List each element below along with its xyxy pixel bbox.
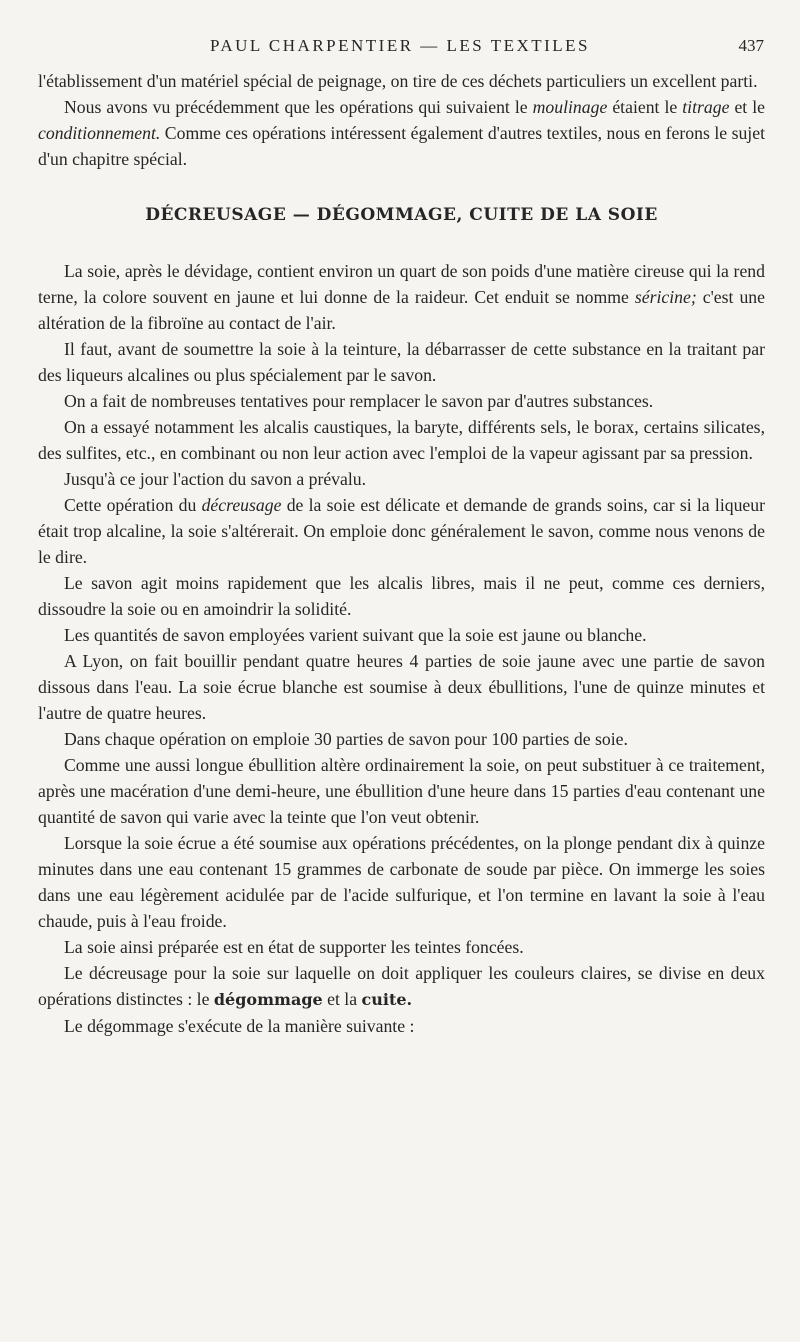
italic-term: moulinage [532,97,608,117]
paragraph: Comme une aussi longue ébullition altère ordinairement la soie, on peut substituer à ce traitement, après une macération d'une demi-heure, une ébullition d'une heure dans 15 parties d'eau contenant une quantité de savon qui varie avec la teinte que l'on veut obtenir. [38,755,765,827]
paragraph-text: étaient le [607,97,683,117]
paragraph-text: Comme ces opérations intéressent également d'autres textiles, nous en ferons le sujet d'un chapitre spécial. [38,123,765,169]
paragraph [38,960,765,1013]
italic-term: séricine; [634,287,697,307]
paragraph-text: La soie, après le dévidage, contient environ un quart de son poids d'une matière cireuse qui la rend terne, la colore souvent en jaune et lui donne de la raideur. Cet enduit se nomme [38,261,765,307]
paragraph-text: c'est une altération de la fibroïne au contact de l'air. [38,287,765,333]
paragraph: A Lyon, on fait bouillir pendant quatre heures 4 parties de soie jaune avec une partie de savon dissous dans l'eau. La soie écrue blanche est soumise à deux ébullitions, l'une de quinze minutes et l'autre de quatre heures. [38,651,765,723]
paragraph: On a essayé notamment les alcalis caustiques, la baryte, différents sels, le borax, certains silicates, des sulfites, etc., en combinant ou non leur action avec l'emploi de la vapeur agissant par sa pression. [38,417,765,463]
running-head [0,36,800,62]
italic-term: conditionnement. [38,123,161,143]
body-text [38,68,765,1039]
paragraph: Le dégommage s'exécute de la manière suivante : [64,1016,415,1036]
page-number: 437 [738,36,764,55]
paragraph [38,94,765,172]
paragraph: Le savon agit moins rapidement que les alcalis libres, mais il ne peut, comme ces derniers, dissoudre la soie ou en amoindrir la solidité. [38,573,765,619]
running-title: PAUL CHARPENTIER — LES TEXTILES [209,36,591,55]
paragraph: On a fait de nombreuses tentatives pour remplacer le savon par d'autres substances. [64,391,654,411]
paragraph-text: l'établissement d'un matériel spécial de peignage, on tire de ces déchets particuliers un excellent parti. [38,71,758,91]
paragraph [38,68,765,94]
italic-term: décreusage [201,495,282,515]
paragraph-text: et le [729,97,765,117]
paragraph-text: et la [322,989,362,1009]
paragraph [38,258,765,336]
paragraph: Il faut, avant de soumettre la soie à la teinture, la débarrasser de cette substance en la traitant par des liqueurs alcalines ou plus spécialement par le savon. [38,339,765,385]
paragraph [38,492,765,570]
paragraph: Lorsque la soie écrue a été soumise aux opérations précédentes, on la plonge pendant dix à quinze minutes dans une eau contenant 15 grammes de carbonate de soude par pièce. On immerge les soies dans une eau légèrement acidulée par de l'acide sulfurique, et l'on termine en lavant la soie à l'eau chaude, puis à l'eau froide. [38,833,765,931]
paragraph: La soie ainsi préparée est en état de supporter les teintes foncées. [64,937,524,957]
paragraph: Les quantités de savon employées varient suivant que la soie est jaune ou blanche. [64,625,647,645]
italic-term: titrage [682,97,730,117]
paragraph-text: Cette opération du [64,495,202,515]
paragraph: Jusqu'à ce jour l'action du savon a prévalu. [64,469,367,489]
bold-term: cuite. [361,990,413,1009]
bold-term: dégommage [213,990,323,1009]
paragraph-text: de la soie est délicate et demande de grands soins, car si la liqueur était trop alcaline, la soie s'altérerait. On emploie donc généralement le savon, comme nous venons de le dire. [38,495,766,567]
paragraph: Dans chaque opération on emploie 30 parties de savon pour 100 parties de soie. [64,729,628,749]
paragraph-text: Le décreusage pour la soie sur laquelle on doit appliquer les couleurs claires, se divise en deux opérations distinctes : le [38,963,765,1009]
paragraph-text: Nous avons vu précédemment que les opérations qui suivaient le [64,97,533,117]
section-heading: DÉCREUSAGE — DÉGOMMAGE, CUITE DE LA SOIE [145,205,658,225]
